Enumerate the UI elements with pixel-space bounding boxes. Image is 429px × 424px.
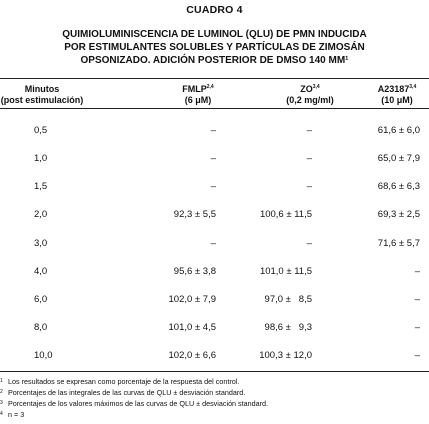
cell-a23187: 71,6 ± 5,7	[377, 238, 420, 249]
cell-zo: –	[306, 153, 312, 164]
cell-a23187: –	[414, 266, 420, 277]
cell-a23187: 61,6 ± 6,0	[377, 125, 420, 136]
table-row	[0, 238, 429, 252]
table-row	[0, 294, 429, 308]
cell-a23187: 68,6 ± 6,3	[377, 181, 420, 192]
cell-fmlp: –	[210, 125, 216, 136]
cell-a23187: –	[414, 350, 420, 361]
cell-minutes: 10,0	[34, 350, 53, 361]
cell-zo: 97,0 ± 8,5	[264, 294, 312, 305]
cell-minutes: 6,0	[34, 294, 48, 305]
cell-a23187: –	[414, 322, 420, 333]
table-row	[0, 153, 429, 167]
cell-minutes: 2,0	[34, 209, 48, 220]
cell-fmlp: 102,0 ± 7,9	[168, 294, 216, 305]
cell-fmlp: 95,6 ± 3,8	[173, 266, 216, 277]
cell-zo: 98,6 ± 9,3	[264, 322, 312, 333]
header-rule	[0, 108, 429, 109]
cell-minutes: 0,5	[34, 125, 48, 136]
header-zo: ZO$^{3,4}$ (0,2 mg/ml)	[286, 84, 334, 105]
bottom-rule	[0, 371, 429, 372]
top-rule	[0, 78, 429, 79]
cell-minutes: 3,0	[34, 238, 48, 249]
cell-zo: –	[306, 181, 312, 192]
cell-fmlp: –	[210, 153, 216, 164]
footnote-mark: 2	[0, 389, 3, 395]
table-row	[0, 350, 429, 364]
footnote-text: Porcentajes de las integrales de las curvas de QLU ± desviación standard.	[8, 388, 246, 397]
footnote	[0, 388, 245, 398]
cell-a23187: 65,0 ± 7,9	[377, 153, 420, 164]
cell-minutes: 4,0	[34, 266, 48, 277]
table-row	[0, 125, 429, 139]
footnote-mark: 4	[0, 411, 3, 417]
cell-zo: –	[306, 238, 312, 249]
cell-a23187: –	[414, 294, 420, 305]
cell-zo: 100,6 ± 11,5	[259, 209, 312, 220]
title-line: POR ESTIMULANTES SOLUBLES Y PARTÍCULAS DE ZIMOSÁN	[64, 42, 365, 53]
cell-fmlp: 92,3 ± 5,5	[173, 209, 216, 220]
title-line: OPSONIZADO. ADICIÓN POSTERIOR DE DMSO 140 MM¹	[80, 55, 349, 66]
footnote	[0, 377, 239, 387]
footnote-text: n = 3	[8, 410, 25, 419]
footnote	[0, 410, 24, 420]
table-row	[0, 209, 429, 223]
footnote	[0, 399, 268, 409]
table-title	[0, 28, 429, 67]
header-fmlp: FMLP$^{2,4}$ (6 μM)	[182, 84, 214, 105]
cell-fmlp: 102,0 ± 6,6	[168, 350, 216, 361]
cell-fmlp: 101,0 ± 4,5	[168, 322, 216, 333]
cell-a23187: 69,3 ± 2,5	[377, 209, 420, 220]
table-row	[0, 322, 429, 336]
table-row	[0, 181, 429, 195]
table-row	[0, 266, 429, 280]
footnote-mark: 1	[0, 378, 3, 384]
table-caption: CUADRO 4	[186, 4, 243, 16]
cell-zo: 101,0 ± 11,5	[259, 266, 312, 277]
cell-zo: –	[306, 125, 312, 136]
footnote-text: Los resultados se expresan como porcentaje de la respuesta del control.	[8, 377, 240, 386]
cell-minutes: 8,0	[34, 322, 48, 333]
cell-zo: 100,3 ± 12,0	[259, 350, 312, 361]
footnote-mark: 3	[0, 400, 3, 406]
cell-fmlp: –	[210, 238, 216, 249]
cell-minutes: 1,5	[34, 181, 48, 192]
cell-minutes: 1,0	[34, 153, 48, 164]
cell-fmlp: –	[210, 181, 216, 192]
header-minutes: Minutos (post estimulación)	[0, 84, 84, 105]
footnote-text: Porcentajes de los valores máximos de las curvas de QLU ± desviación standard.	[8, 399, 269, 408]
title-line: QUIMIOLUMINISCENCIA DE LUMINOL (QLU) DE PMN INDUCIDA	[62, 29, 367, 40]
header-a23187: A23187$^{3,4}$ (10 μM)	[377, 84, 417, 105]
